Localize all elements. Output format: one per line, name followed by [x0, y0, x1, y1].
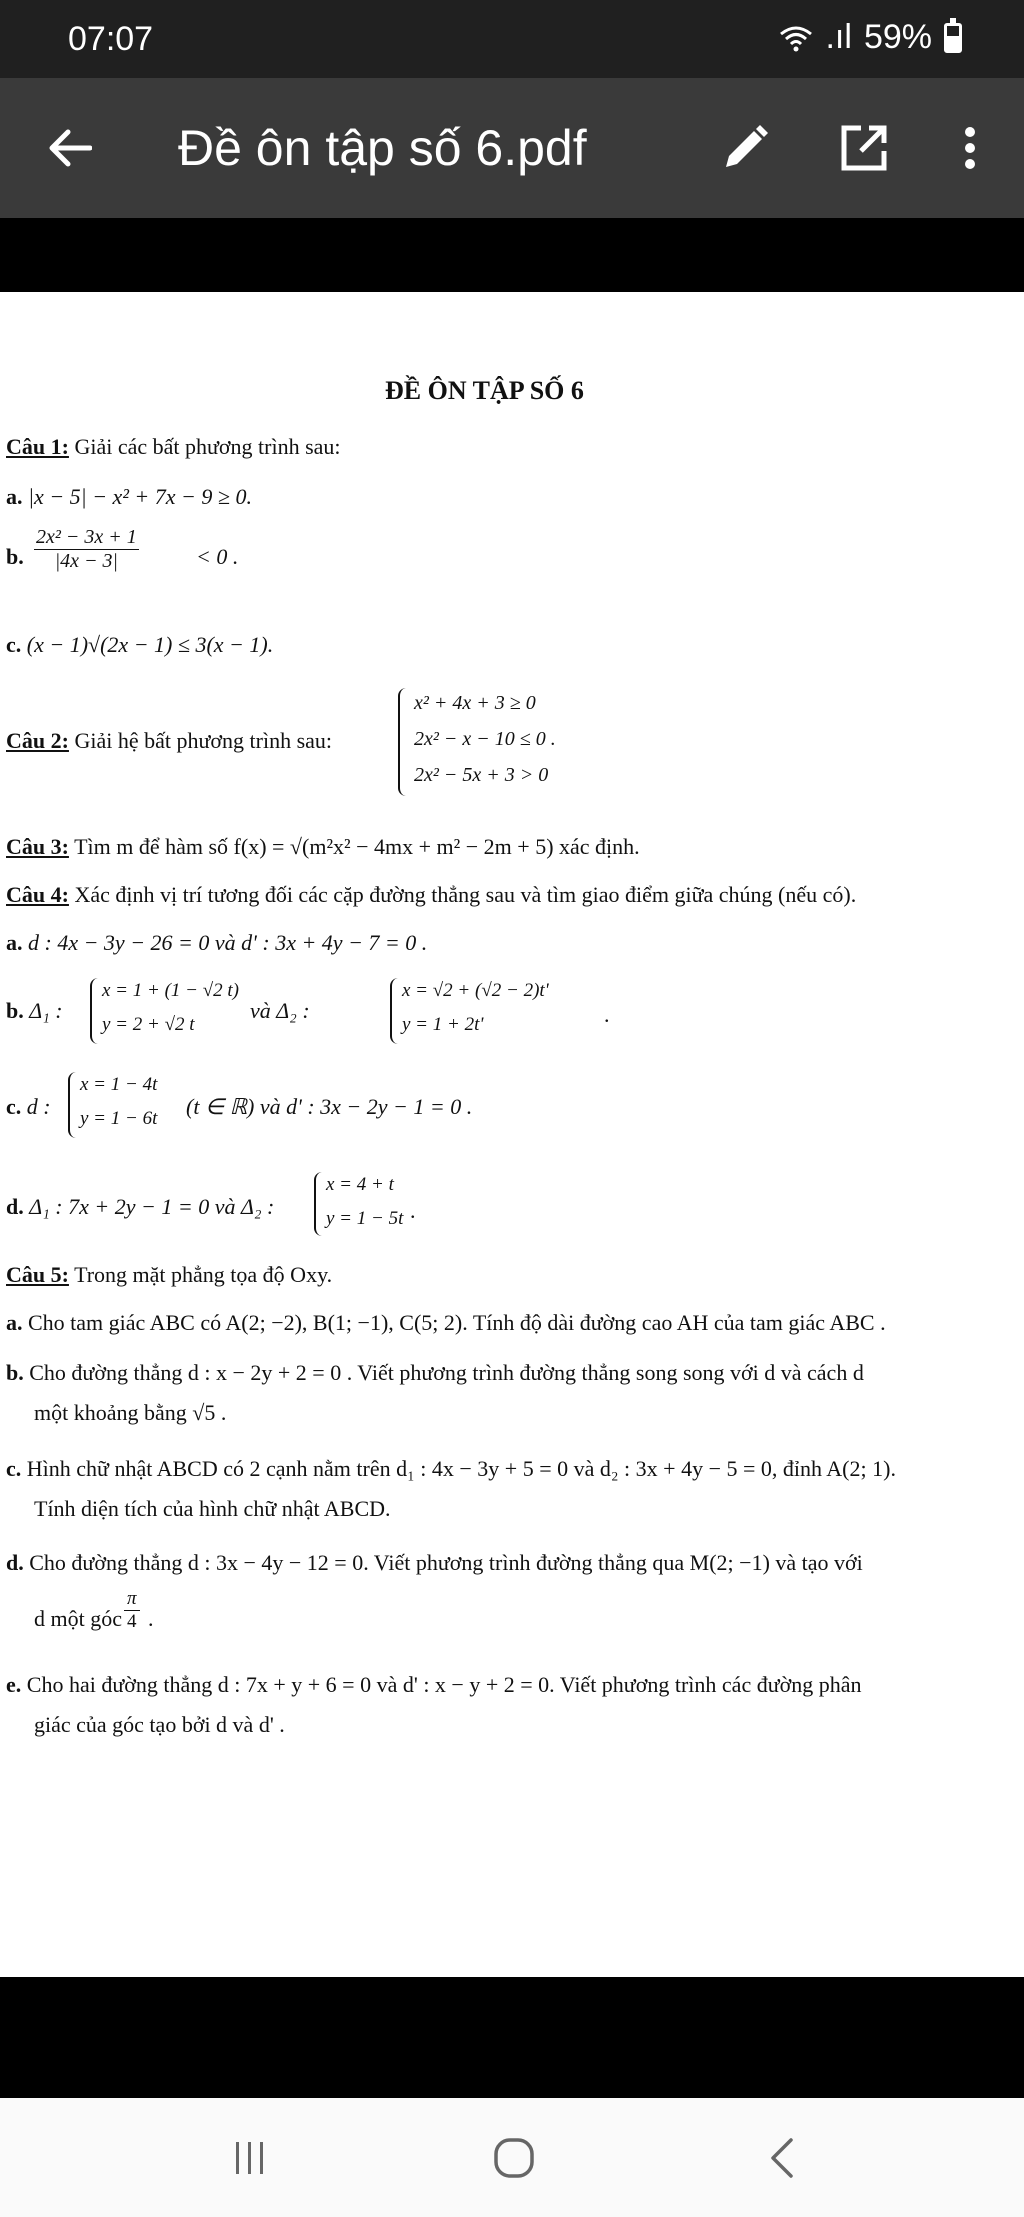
system-nav-bar	[0, 2098, 1024, 2217]
system-row-3: x = √2 + (√2 − 2)t'	[402, 980, 549, 1001]
open-in-new-icon	[839, 123, 889, 173]
system-row-1: x = 1 − 4t	[80, 1074, 158, 1095]
question-1b-rest: < 0 .	[196, 544, 239, 569]
recent-apps-button[interactable]	[210, 2128, 290, 2188]
system-row-4: y = 1 + 2t'	[402, 1014, 484, 1035]
open-external-button[interactable]	[834, 118, 894, 178]
app-toolbar	[0, 78, 1024, 218]
system-brace	[314, 1172, 324, 1236]
system-row-1: x² + 4x + 3 ≥ 0	[414, 692, 536, 714]
question-4c: c. d :	[6, 1094, 51, 1119]
doc-heading: ĐỀ ÔN TẬP SỐ 6	[385, 376, 584, 405]
edit-button[interactable]	[715, 118, 775, 178]
document-title: Đề ôn tập số 6.pdf	[178, 120, 587, 176]
system-row-2: y = 1 − 5t	[326, 1208, 404, 1229]
status-icons	[779, 18, 962, 57]
fraction: π 4	[124, 1588, 140, 1633]
pencil-icon	[720, 123, 770, 173]
question-2: Câu 2: Giải hệ bất phương trình sau:	[6, 728, 333, 753]
wifi-icon	[779, 24, 813, 52]
system-brace	[90, 978, 100, 1044]
question-4d-end: .	[410, 1198, 416, 1223]
system-brace	[390, 978, 400, 1044]
back-nav-button[interactable]	[742, 2128, 822, 2188]
arrow-left-icon	[48, 128, 92, 168]
question-4c-rest: (t ∈ ℝ) và d' : 3x − 2y − 1 = 0 .	[186, 1094, 473, 1119]
battery-icon	[944, 23, 962, 53]
question-3: Câu 3: Tìm m để hàm số f(x) = √(m²x² − 4mx + m² − 2m + 5) xác định.	[6, 834, 640, 859]
fraction: 2x² − 3x + 1 |4x − 3|	[36, 526, 137, 572]
system-row-1: x = 4 + t	[326, 1174, 394, 1195]
question-4: Câu 4: Xác định vị trí tương đối các cặp đường thẳng sau và tìm giao điểm giữa chúng (nếu có).	[6, 882, 857, 907]
question-5c: c. Hình chữ nhật ABCD có 2 cạnh nằm trên d₁ : 4x − 3y + 5 = 0 và d₂ : 3x + 4y − 5 = 0, đỉnh A(2; 1).	[6, 1456, 896, 1481]
back-button[interactable]	[40, 118, 100, 178]
home-button[interactable]	[474, 2128, 554, 2188]
system-brace	[398, 688, 410, 796]
home-icon	[492, 2136, 536, 2180]
question-4b: b. Δ₁ :	[6, 998, 63, 1023]
question-5: Câu 5: Trong mặt phẳng tọa độ Oxy.	[6, 1262, 333, 1287]
system-brace	[68, 1072, 78, 1138]
question-4b-and: và Δ₂ :	[250, 998, 310, 1023]
status-bar	[0, 0, 1024, 78]
system-row-1: x = 1 + (1 − √2 t)	[102, 980, 240, 1001]
question-5d-cont: d một góc	[34, 1606, 122, 1631]
status-time: 07:07	[68, 20, 154, 58]
question-4a: a. d : 4x − 3y − 26 = 0 và d' : 3x + 4y − 7 = 0 .	[6, 930, 428, 955]
question-5e-cont: giác của góc tạo bởi d và d' .	[34, 1712, 285, 1737]
system-row-2: y = 1 − 6t	[80, 1108, 158, 1129]
question-5e: e. Cho hai đường thẳng d : 7x + y + 6 = 0 và d' : x − y + 2 = 0. Viết phương trình các đường phân	[6, 1672, 862, 1697]
question-5c-cont: Tính diện tích của hình chữ nhật ABCD.	[34, 1496, 391, 1521]
pdf-page[interactable]	[0, 292, 1024, 1977]
question-1a: a. |x − 5| − x² + 7x − 9 ≥ 0.	[6, 484, 252, 509]
question-5a: a. Cho tam giác ABC có A(2; −2), B(1; −1), C(5; 2). Tính độ dài đường cao AH của tam giác ABC .	[6, 1310, 886, 1335]
question-5d: d. Cho đường thẳng d : 3x − 4y − 12 = 0. Viết phương trình đường thẳng qua M(2; −1) và tạo với	[6, 1550, 863, 1575]
more-vert-icon	[963, 126, 977, 170]
question-4b-end: .	[604, 1002, 610, 1027]
system-row-2: y = 2 + √2 t	[102, 1014, 195, 1035]
chevron-left-icon	[767, 2136, 797, 2180]
question-1: Câu 1: Giải các bất phương trình sau:	[6, 434, 341, 459]
signal-icon: .ıl	[825, 18, 852, 56]
question-5b-cont: một khoảng bằng √5 .	[34, 1400, 227, 1425]
question-1b: b.	[6, 544, 24, 569]
question-1c: c. (x − 1)√(2x − 1) ≤ 3(x − 1).	[6, 632, 274, 657]
question-5b: b. Cho đường thẳng d : x − 2y + 2 = 0 . Viết phương trình đường thẳng song song với d và cách d	[6, 1360, 864, 1385]
question-5d-end: .	[148, 1606, 154, 1631]
more-options-button[interactable]	[940, 118, 1000, 178]
system-row-3: 2x² − 5x + 3 > 0	[414, 764, 549, 786]
recent-apps-icon	[230, 2140, 270, 2176]
system-row-2: 2x² − x − 10 ≤ 0 .	[414, 728, 556, 750]
battery-percent: 59%	[863, 18, 932, 56]
question-4d: d. Δ₁ : 7x + 2y − 1 = 0 và Δ₂ :	[6, 1194, 275, 1219]
